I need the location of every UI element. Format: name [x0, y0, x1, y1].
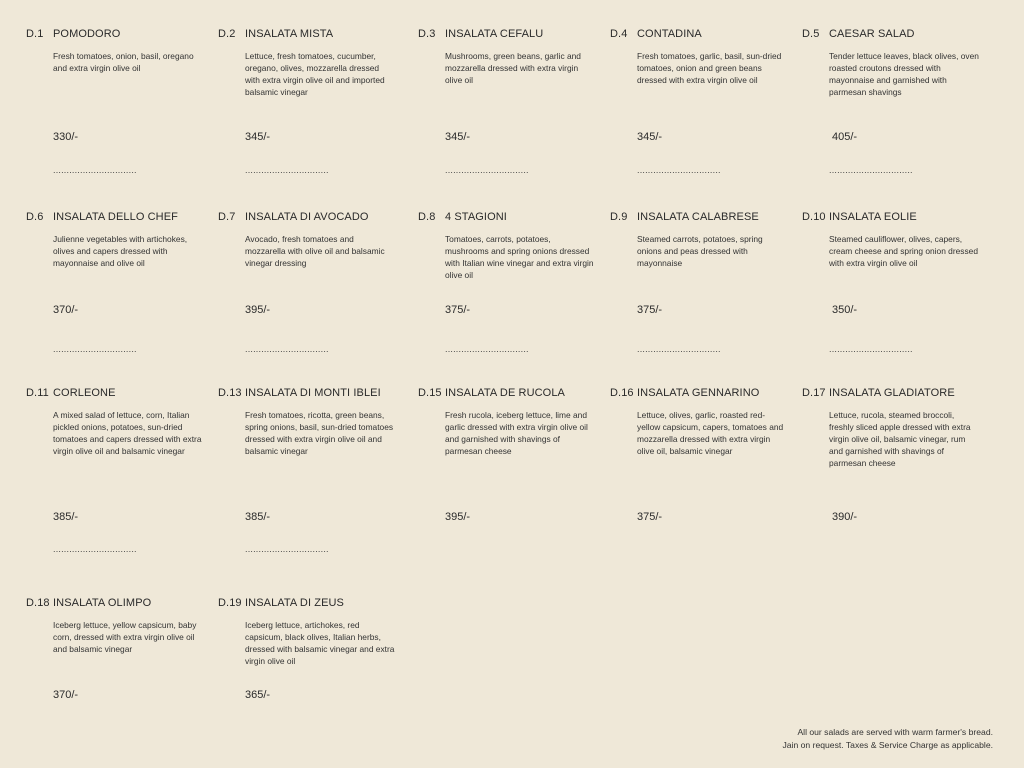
- item-code: D.11: [26, 387, 49, 399]
- item-description: Fresh tomatoes, garlic, basil, sun-dried tomatoes, onion and green beans dressed with extra virgin olive oil: [637, 51, 782, 85]
- menu-item: [802, 387, 987, 523]
- item-description: Julienne vegetables with artichokes, olives and capers dressed with mayonnaise and olive oil: [53, 234, 188, 268]
- item-price: 365/-: [245, 689, 271, 701]
- item-description: Fresh tomatoes, ricotta, green beans, spring onions, basil, sun-dried tomatoes dressed with extra virgin olive oil and balsamic vinegar: [245, 410, 394, 456]
- item-price: 385/-: [53, 511, 79, 523]
- menu-item: [218, 28, 403, 175]
- menu-item: [418, 28, 603, 175]
- dotted-line: ...............................: [445, 344, 529, 354]
- dotted-line: ...............................: [245, 344, 329, 354]
- item-price: 370/-: [53, 689, 79, 701]
- item-name: CAESAR SALAD: [829, 28, 915, 40]
- item-description: Steamed cauliflower, olives, capers, cream cheese and spring onion dressed with extra virgin olive oil: [829, 234, 978, 268]
- item-name: INSALATA DE RUCOLA: [445, 387, 565, 399]
- item-description: Lettuce, olives, garlic, roasted red-yellow capsicum, capers, tomatoes and mozzarella dressed with extra virgin olive oil, balsamic vinegar: [637, 410, 784, 456]
- item-code: D.19: [218, 597, 242, 609]
- item-name: INSALATA GLADIATORE: [829, 387, 955, 399]
- item-price: 375/-: [445, 304, 471, 316]
- item-price: 390/-: [832, 511, 858, 523]
- item-name: INSALATA GENNARINO: [637, 387, 760, 399]
- item-code: D.5: [802, 28, 820, 40]
- item-price: 345/-: [637, 131, 663, 143]
- menu-item: [418, 211, 603, 354]
- item-price: 345/-: [245, 131, 271, 143]
- menu-item: [26, 28, 211, 175]
- dotted-line: ...............................: [637, 165, 721, 175]
- item-code: D.13: [218, 387, 242, 399]
- dotted-line: ...............................: [53, 344, 137, 354]
- item-description: Lettuce, fresh tomatoes, cucumber, oregano, olives, mozzarella dressed with extra virgin olive oil and imported balsamic vinegar: [245, 51, 385, 97]
- menu-item: [218, 387, 403, 554]
- item-name: INSALATA CEFALU: [445, 28, 544, 40]
- item-name: INSALATA CALABRESE: [637, 211, 759, 223]
- item-code: D.6: [26, 211, 44, 223]
- item-price: 350/-: [832, 304, 858, 316]
- item-code: D.7: [218, 211, 236, 223]
- item-code: D.4: [610, 28, 628, 40]
- item-code: D.17: [802, 387, 826, 399]
- footer-line-1: All our salads are served with warm farmer's bread.: [797, 727, 993, 737]
- item-description: Tender lettuce leaves, black olives, oven roasted croutons dressed with mayonnaise and garnished with parmesan shavings: [829, 51, 979, 97]
- item-name: INSALATA DELLO CHEF: [53, 211, 178, 223]
- item-price: 375/-: [637, 304, 663, 316]
- item-name: INSALATA OLIMPO: [53, 597, 152, 609]
- item-price: 370/-: [53, 304, 79, 316]
- item-description: Iceberg lettuce, yellow capsicum, baby corn, dressed with extra virgin olive oil and balsamic vinegar: [53, 620, 197, 654]
- item-code: D.1: [26, 28, 44, 40]
- menu-item: [418, 387, 603, 523]
- menu-item: [26, 597, 211, 701]
- menu-item: [610, 28, 795, 175]
- item-price: 330/-: [53, 131, 79, 143]
- menu-item: [802, 28, 987, 175]
- item-price: 395/-: [445, 511, 471, 523]
- dotted-line: ...............................: [53, 165, 137, 175]
- menu-item: [610, 387, 795, 523]
- item-description: Mushrooms, green beans, garlic and mozzarella dressed with extra virgin olive oil: [445, 51, 581, 85]
- dotted-line: ...............................: [245, 544, 329, 554]
- item-name: 4 STAGIONI: [445, 211, 507, 223]
- item-name: INSALATA DI ZEUS: [245, 597, 344, 609]
- dotted-line: ...............................: [245, 165, 329, 175]
- item-description: Avocado, fresh tomatoes and mozzarella with olive oil and balsamic vinegar dressing: [245, 234, 385, 268]
- item-code: D.16: [610, 387, 634, 399]
- item-name: POMODORO: [53, 28, 121, 40]
- menu-item: [26, 387, 211, 554]
- dotted-line: ...............................: [53, 544, 137, 554]
- item-code: D.9: [610, 211, 628, 223]
- footer-line-2: Jain on request. Taxes & Service Charge as applicable.: [782, 740, 993, 750]
- dotted-line: ...............................: [829, 344, 913, 354]
- item-code: D.8: [418, 211, 436, 223]
- item-price: 405/-: [832, 131, 858, 143]
- item-description: Iceberg lettuce, artichokes, red capsicum, black olives, Italian herbs, dressed with balsamic vinegar and extra virgin olive oil: [245, 620, 395, 666]
- footer-note: [782, 726, 993, 752]
- item-description: Steamed carrots, potatoes, spring onions and peas dressed with mayonnaise: [637, 234, 763, 268]
- menu-item: [26, 211, 211, 354]
- menu-item: [218, 597, 403, 701]
- item-code: D.18: [26, 597, 50, 609]
- item-name: INSALATA EOLIE: [829, 211, 917, 223]
- dotted-line: ...............................: [445, 165, 529, 175]
- item-description: Lettuce, rucola, steamed broccoli, freshly sliced apple dressed with extra virgin olive oil, balsamic vinegar, rum and garnished with shavings of parmesan cheese: [829, 410, 971, 468]
- item-code: D.10: [802, 211, 826, 223]
- menu-item: [610, 211, 795, 354]
- item-description: Fresh tomatoes, onion, basil, oregano and extra virgin olive oil: [53, 51, 194, 73]
- item-code: D.3: [418, 28, 436, 40]
- item-description: A mixed salad of lettuce, corn, Italian pickled onions, potatoes, sun-dried tomatoes and capers dressed with extra virgin olive oil and balsamic vinegar: [53, 410, 202, 456]
- item-code: D.2: [218, 28, 236, 40]
- menu-item: [218, 211, 403, 354]
- item-name: INSALATA DI AVOCADO: [245, 211, 369, 223]
- item-name: CORLEONE: [53, 387, 116, 399]
- item-name: CONTADINA: [637, 28, 702, 40]
- item-description: Fresh rucola, iceberg lettuce, lime and garlic dressed with extra virgin olive oil and garnished with shavings of parmesan cheese: [445, 410, 588, 456]
- item-name: INSALATA DI MONTI IBLEI: [245, 387, 381, 399]
- item-price: 375/-: [637, 511, 663, 523]
- dotted-line: ...............................: [637, 344, 721, 354]
- item-price: 395/-: [245, 304, 271, 316]
- dotted-line: ...............................: [829, 165, 913, 175]
- item-price: 345/-: [445, 131, 471, 143]
- item-code: D.15: [418, 387, 442, 399]
- menu-item: [802, 211, 987, 354]
- item-price: 385/-: [245, 511, 271, 523]
- item-description: Tomatoes, carrots, potatoes, mushrooms and spring onions dressed with Italian wine vinegar and extra virgin olive oil: [445, 234, 594, 280]
- item-name: INSALATA MISTA: [245, 28, 334, 40]
